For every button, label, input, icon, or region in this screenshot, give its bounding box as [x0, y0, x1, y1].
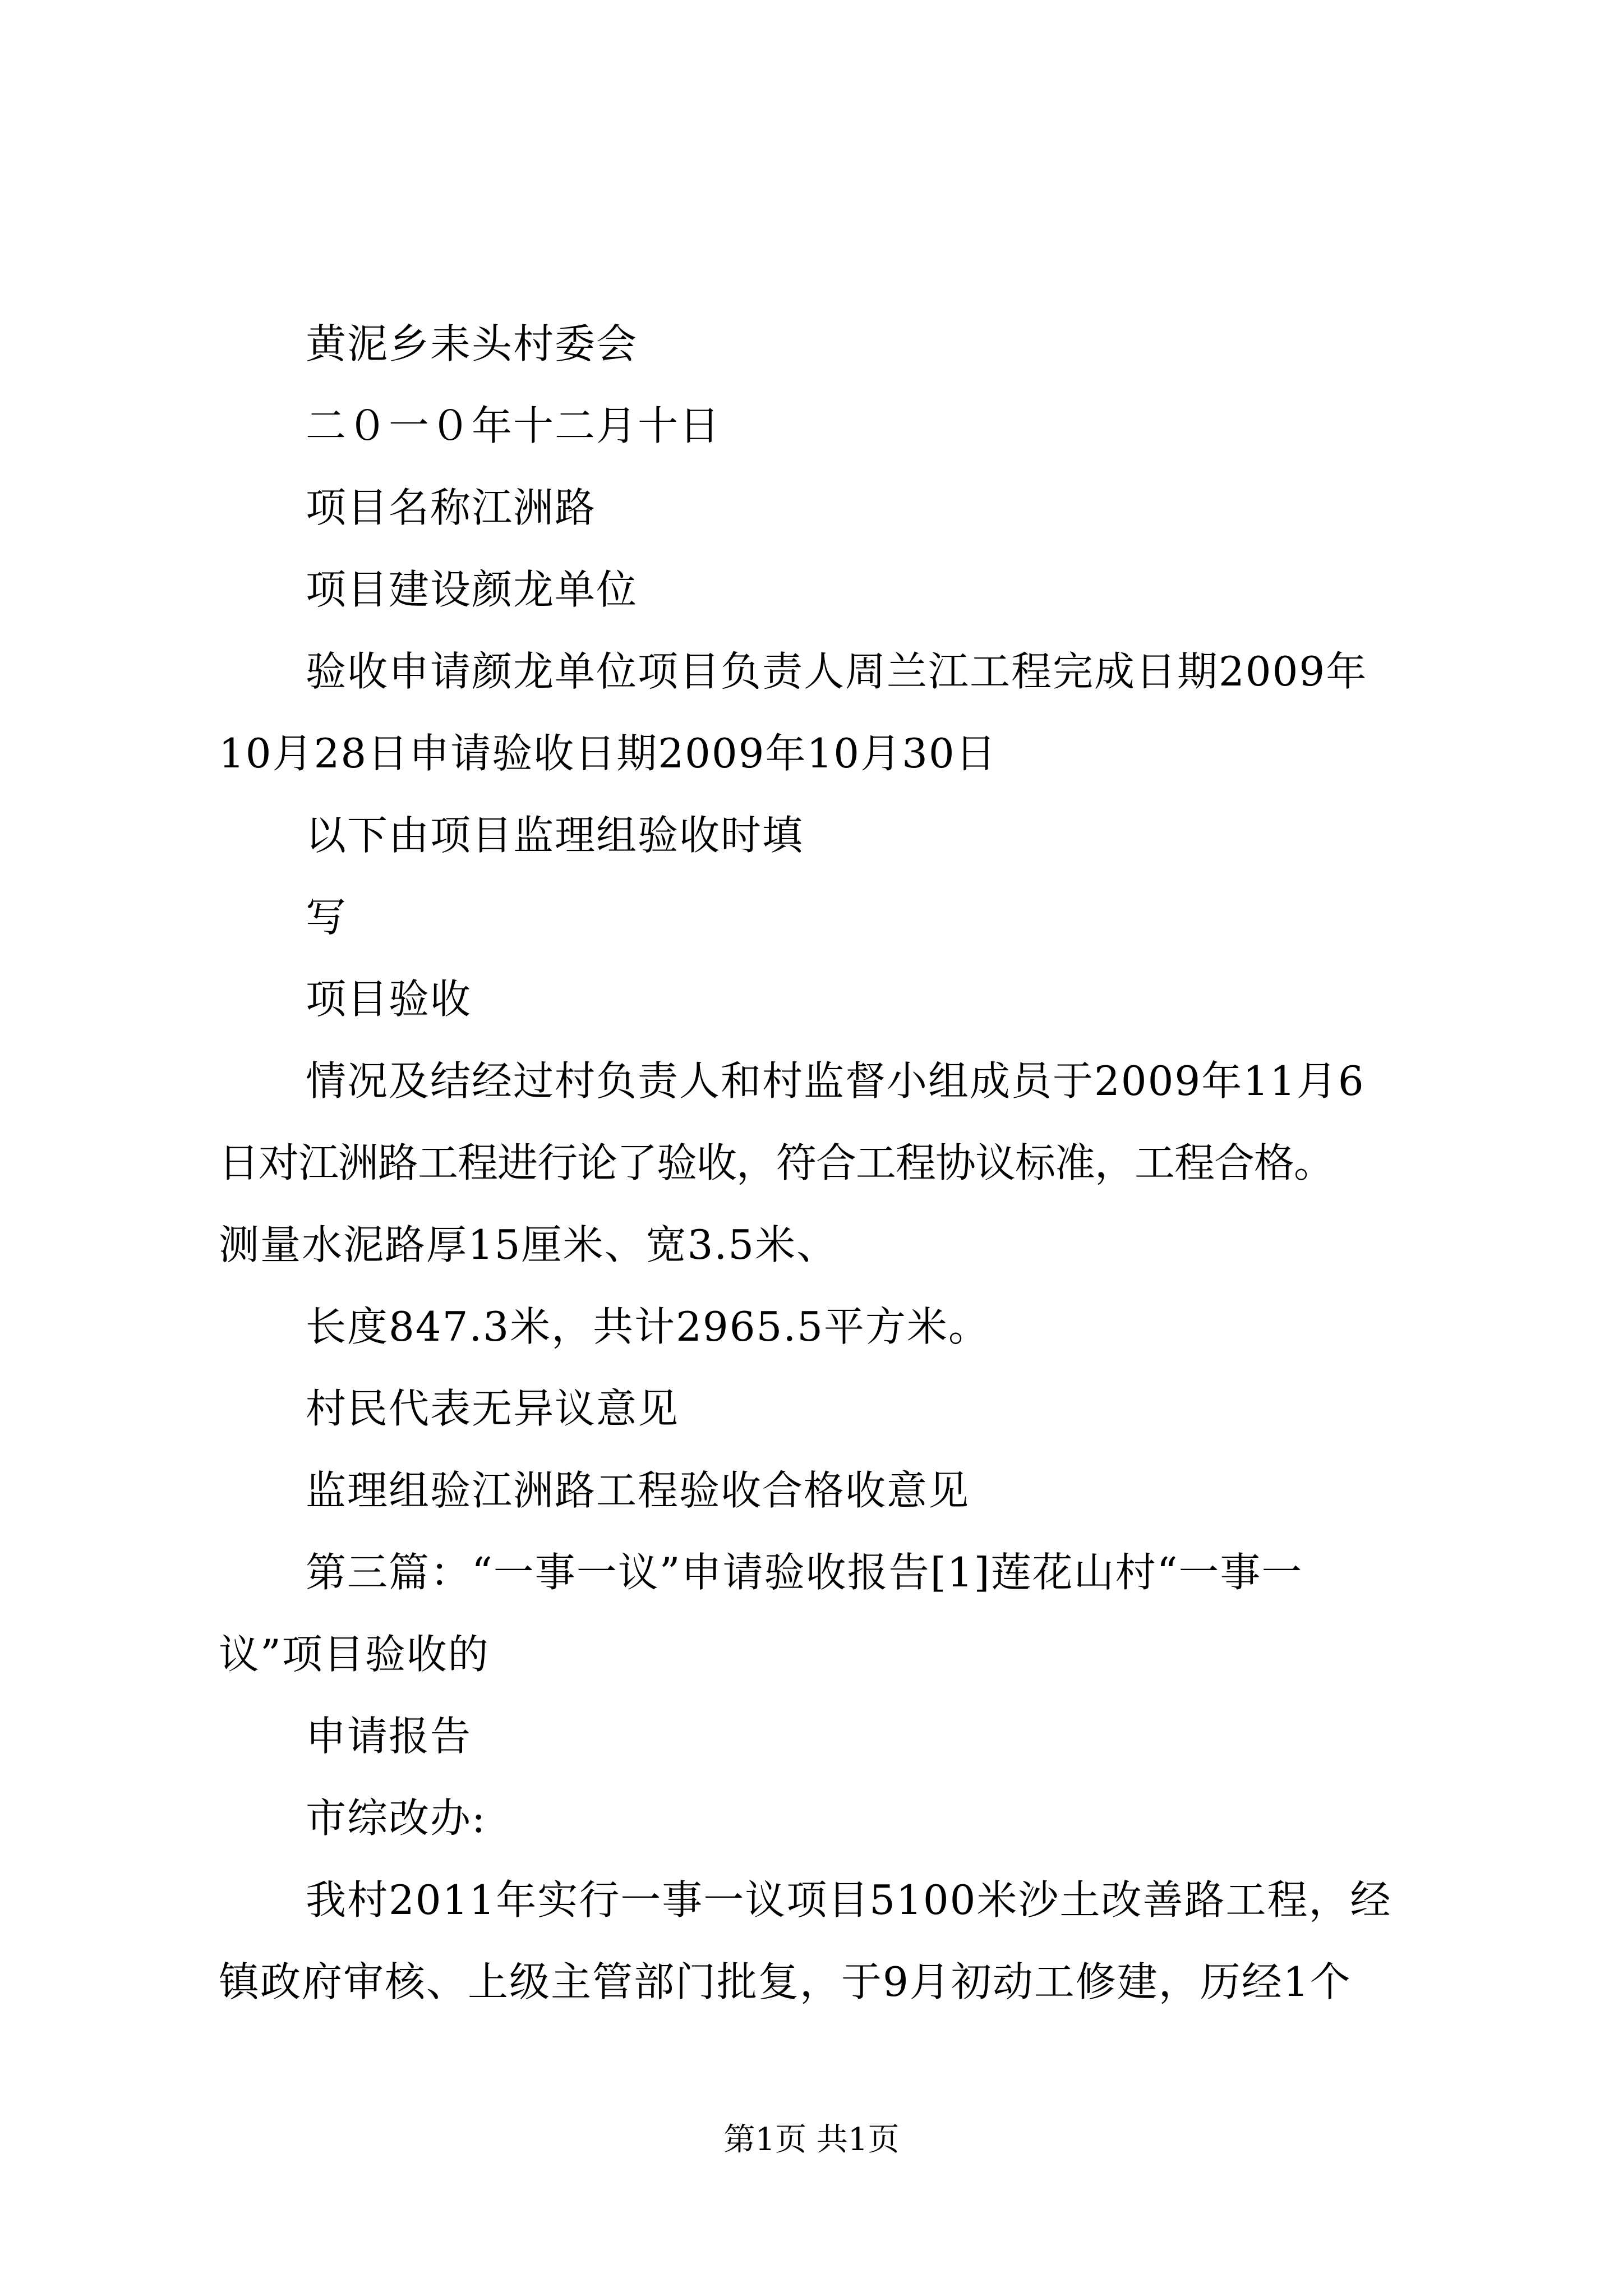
text-line: 情况及结经过村负责人和村监督小组成员于2009年11月6 [306, 1057, 1365, 1105]
text-line: 我村2011年实行一事一议项目5100米沙土改善路工程，经 [306, 1876, 1392, 1924]
text-line: 二０一０年十二月十日 [306, 402, 721, 449]
text-line: 项目名称江洲路 [306, 484, 597, 531]
page-footer: 第1页 共1页 [723, 2122, 900, 2158]
text-line: 申请报告 [306, 1713, 472, 1760]
text-line: 市综改办: [306, 1795, 487, 1842]
text-line: 镇政府审核、上级主管部门批复，于9月初动工修建，历经1个 [219, 1958, 1352, 2005]
text-line: 以下由项目监理组验收时填 [306, 812, 804, 859]
text-line: 写 [306, 894, 348, 941]
text-line: 日对江洲路工程进行论了验收，符合工程协议标准，工程合格。 [219, 1139, 1334, 1186]
text-line: 验收申请颜龙单位项目负责人周兰江工程完成日期2009年 [306, 648, 1368, 695]
text-line: 项目建设颜龙单位 [306, 566, 638, 613]
text-line: 村民代表无异议意见 [306, 1385, 680, 1432]
text-line: 黄泥乡耒头村委会 [306, 320, 638, 367]
text-line: 10月28日申请验收日期2009年10月30日 [219, 730, 997, 777]
document-body [219, 303, 1453, 2023]
text-line: 长度847.3米，共计2965.5平方米。 [306, 1303, 990, 1350]
text-line: 第三篇：“一事一议”申请验收报告[1]莲花山村“一事一 [306, 1549, 1303, 1596]
text-line: 议”项目验收的 [219, 1631, 490, 1678]
text-line: 测量水泥路厚15厘米、宽3.5米、 [219, 1221, 838, 1268]
text-line: 监理组验江洲路工程验收合格收意见 [306, 1467, 970, 1514]
text-line: 项目验收 [306, 976, 472, 1023]
